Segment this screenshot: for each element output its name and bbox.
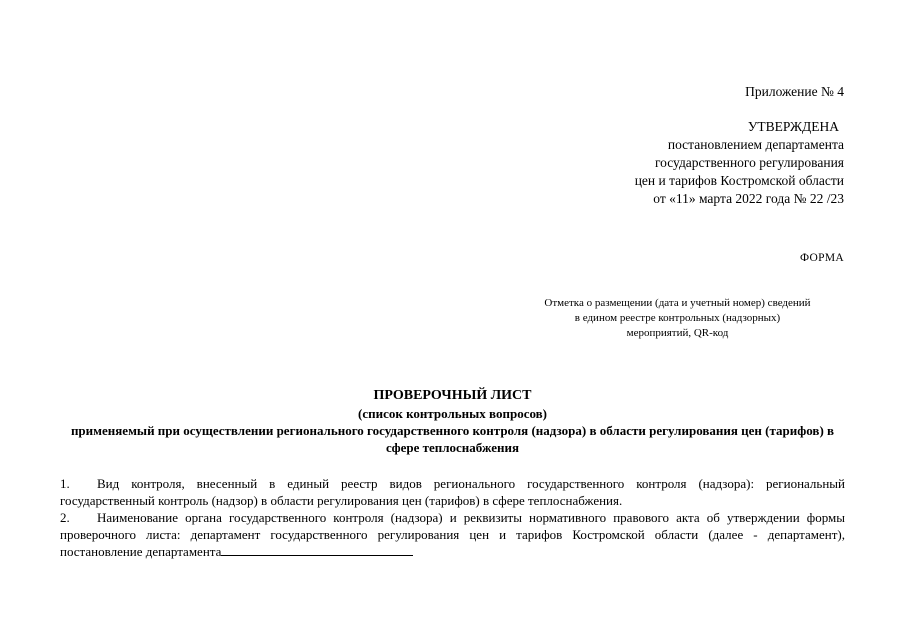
approval-heading: УТВЕРЖДЕНА [747, 119, 839, 134]
title-description: применяемый при осуществлении регионального государственного контроля (надзора) в области регулирования цен (тарифов) в сфере теплоснабжения [70, 423, 835, 455]
approval-line: от «11» марта 2022 года № 22 /23 [653, 191, 844, 206]
item-number: 1. [60, 476, 70, 491]
registry-note-line: Отметка о размещении (дата и учетный номер) сведений [544, 297, 811, 309]
form-label: ФОРМА [800, 252, 844, 264]
checklist-items [60, 475, 845, 560]
list-item [60, 509, 845, 560]
item-text: Вид контроля, внесенный в единый реестр видов регионального государственного контроля (надзора): региональный государственный контроль (надзор) в области регулирования цен (тарифов) в сфере теплоснабжения. [60, 476, 845, 508]
item-number: 2. [60, 510, 70, 525]
blank-fill-line[interactable] [221, 543, 413, 556]
registry-note-line: мероприятий, QR-код [626, 327, 729, 339]
title-sub: (список контрольных вопросов) [357, 406, 547, 421]
registry-note-line: в едином реестре контрольных (надзорных) [574, 312, 781, 324]
document-title [60, 387, 845, 456]
approval-line: цен и тарифов Костромской области [634, 173, 844, 188]
annex-label: Приложение № 4 [745, 84, 844, 99]
title-main: ПРОВЕРОЧНЫЙ ЛИСТ [373, 388, 532, 403]
list-item [60, 475, 845, 509]
approval-block [635, 118, 844, 208]
approval-line: государственного регулирования [654, 155, 844, 170]
registry-note [510, 296, 845, 341]
item-text: Наименование органа государственного контроля (надзора) и реквизиты нормативного правового акта об утверждении формы проверочного листа: департамент государственного регулирования цен и тарифов Костромской области (далее - департамент), постановление департамента [60, 510, 845, 559]
approval-line: постановлением департамента [667, 137, 844, 152]
